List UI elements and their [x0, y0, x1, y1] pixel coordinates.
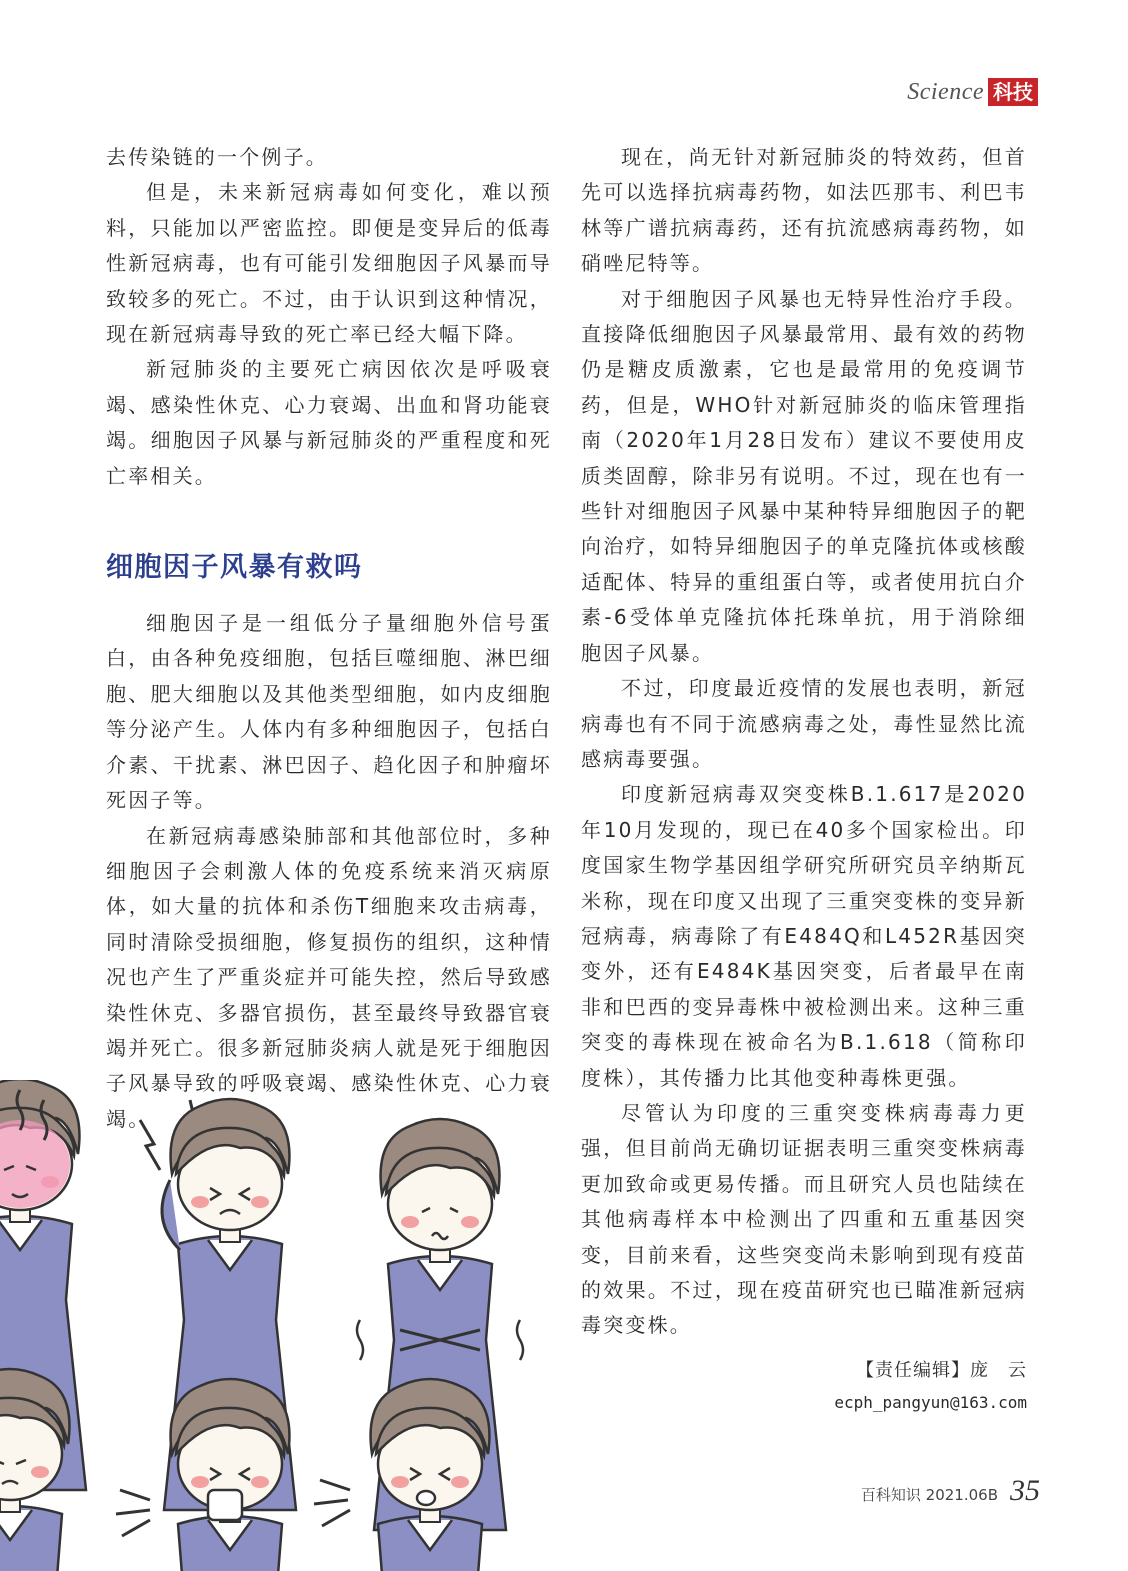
page-number: 35: [1010, 1474, 1040, 1507]
section-heading: 细胞因子风暴有救吗: [106, 552, 363, 584]
publication-info: 百科知识 2021.06B: [860, 1486, 998, 1504]
woman-coughing-icon: [314, 1379, 496, 1571]
paragraph: 细胞因子是一组低分子量细胞外信号蛋白，由各种免疫细胞，包括巨噬细胞、淋巴细胞、肥大细胞以及其他类型细胞，如内皮细胞等分泌产生。人体内有多种细胞因子，包括白介素、干扰素、淋巴因子、趋化因子和肿瘤坏死因子等。: [106, 611, 552, 813]
paragraph: 不过，印度最近疫情的发展也表明，新冠病毒也有不同于流感病毒之处，毒性显然比流感病毒要强。: [581, 676, 1027, 771]
editor-email: ecph_pangyun@163.com: [834, 1392, 1027, 1412]
paragraph: 对于细胞因子风暴也无特异性治疗手段。直接降低细胞因子风暴最常用、最有效的药物仍是糖皮质激素，它也是最常用的免疫调节药，但是，WHO针对新冠肺炎的临床管理指南（2020年1月28日发布）建议不要使用皮质类固醇，除非另有说明。不过，现在也有一些针对细胞因子风暴中某种特异细胞因子的靶向治疗，如特异细胞因子的单克隆抗体或核酸适配体、特异的重组蛋白等，或者使用抗白介素-6受体单克隆抗体托珠单抗，用于消除细胞因子风暴。: [581, 286, 1027, 665]
illustration-sick-women: [0, 1080, 560, 1571]
paragraph: 印度新冠病毒双突变株B.1.617是2020年10月发现的，现已在40多个国家检出。印度国家生物学基因组学研究所研究员辛纳斯瓦米称，现在印度又出现了三重突变株的变异新冠病毒，病毒除了有E484Q和L452R基因突变外，还有E484K基因突变，后者最早在南非和巴西的变异毒株中被检测出来。这种三重突变的毒株现在被命名为B.1.618（简称印度株），其传播力比其他变种毒株更强。: [581, 782, 1027, 1090]
paragraph: 尽管认为印度的三重突变株病毒毒力更强，但目前尚无确切证据表明三重突变株病毒更加致命或更易传播。而且研究人员也陆续在其他病毒样本中检测出了四重和五重基因突变，目前来看，这些突变尚未影响到现有疫苗的效果。不过，现在疫苗研究也已瞄准新冠病毒突变株。: [581, 1100, 1027, 1338]
left-column: [106, 140, 552, 1137]
editor-credit: 【责任编辑】庞 云: [856, 1359, 1027, 1381]
paragraph: 在新冠病毒感染肺部和其他部位时，多种细胞因子会刺激人体的免疫系统来消灭病原体，如大量的抗体和杀伤T细胞来攻击病毒，同时清除受损细胞，修复损伤的组织，这种情况也产生了严重炎症并可能失控，然后导致感染性休克、多器官损伤，甚至最终导致器官衰竭并死亡。很多新冠肺炎病人就是死于细胞因子风暴导致的呼吸衰竭、感染性休克、心力衰竭。: [106, 823, 552, 1131]
page-header: [907, 78, 1038, 106]
page-footer: [861, 1474, 1040, 1508]
paragraph: 现在，尚无针对新冠肺炎的特效药，但首先可以选择抗病毒药物，如法匹那韦、利巴韦林等广谱抗病毒药，还有抗流感病毒药物，如硝唑尼特等。: [581, 145, 1027, 276]
paragraph: 但是，未来新冠病毒如何变化，难以预料，只能加以严密监控。即便是变异后的低毒性新冠病毒，也有可能引发细胞因子风暴而导致较多的死亡。不过，由于认识到这种情况，现在新冠病毒导致的死亡率已经大幅下降。: [106, 180, 552, 347]
right-column: [581, 140, 1027, 1418]
paragraph: 新冠肺炎的主要死亡病因依次是呼吸衰竭、感染性休克、心力衰竭、出血和肾功能衰竭。细胞因子风暴与新冠肺炎的严重程度和死亡率相关。: [106, 357, 552, 488]
section-tag: 科技: [988, 78, 1038, 106]
section-label-en: Science: [907, 78, 984, 105]
paragraph: 去传染链的一个例子。: [106, 145, 328, 169]
woman-sneezing-icon: [116, 1379, 296, 1571]
